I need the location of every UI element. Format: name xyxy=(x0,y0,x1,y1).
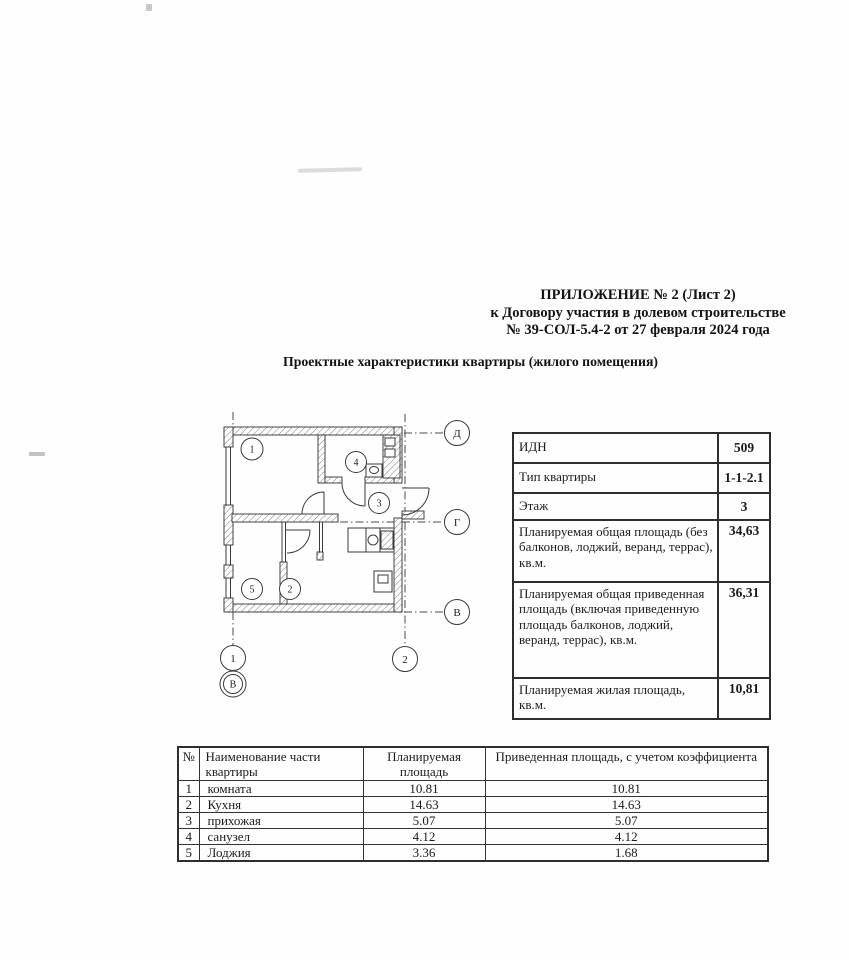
cell-name: Лоджия xyxy=(199,845,363,862)
param-row xyxy=(513,678,770,719)
cell-no: 3 xyxy=(178,813,199,829)
param-value: 1-1-2.1 xyxy=(718,463,770,493)
column-header-name: Наименование части квартиры xyxy=(199,747,363,781)
stove-icon xyxy=(381,531,393,549)
param-row xyxy=(513,520,770,582)
param-label: Этаж xyxy=(513,493,718,520)
cell-no: 2 xyxy=(178,797,199,813)
contract-number-line: № 39-СОЛ-5.4-2 от 27 февраля 2024 года xyxy=(506,322,770,339)
axis-labels xyxy=(230,428,462,691)
param-value: 10,81 xyxy=(718,678,770,719)
appliance-icon xyxy=(374,571,392,592)
cell-name: прихожая xyxy=(199,813,363,829)
param-label: Планируемая жилая площадь, кв.м. xyxy=(513,678,718,719)
floor-plan-drawing xyxy=(212,410,478,702)
room-areas-table xyxy=(177,746,769,862)
document-header xyxy=(462,287,814,340)
param-row xyxy=(513,582,770,678)
cell-reduced-area: 10.81 xyxy=(485,781,768,797)
contract-line: к Договору участия в долевом строительстве xyxy=(490,304,786,321)
scan-artifact-smudge xyxy=(298,167,362,173)
cell-reduced-area: 1.68 xyxy=(485,845,768,862)
cell-planned-area: 4.12 xyxy=(363,829,485,845)
cell-no: 5 xyxy=(178,845,199,862)
axis-label-v: В xyxy=(453,607,461,619)
room-number-5: 5 xyxy=(249,584,255,596)
apartment-params-table xyxy=(512,432,771,720)
cell-name: санузел xyxy=(199,829,363,845)
cell-planned-area: 14.63 xyxy=(363,797,485,813)
column-header-reduced: Приведенная площадь, с учетом коэффициента xyxy=(485,747,768,781)
table-row xyxy=(178,845,768,862)
axis-label-v-secondary: В xyxy=(229,679,237,691)
param-value: 34,63 xyxy=(718,520,770,582)
axis-markers xyxy=(220,421,470,698)
scan-artifact-top xyxy=(146,4,152,11)
section-title: Проектные характеристики квартиры (жилого помещения) xyxy=(283,354,659,369)
param-row xyxy=(513,463,770,493)
table-row xyxy=(178,829,768,845)
room-number-2: 2 xyxy=(287,584,293,596)
cell-planned-area: 3.36 xyxy=(363,845,485,862)
cell-reduced-area: 4.12 xyxy=(485,829,768,845)
axis-label-2: 2 xyxy=(402,654,408,666)
cell-planned-area: 10.81 xyxy=(363,781,485,797)
param-label: Планируемая общая приведенная площадь (включая приведенную площадь балконов, лоджий, веранд, террас), кв.м. xyxy=(513,582,718,678)
axis-label-1: 1 xyxy=(230,653,236,665)
param-value: 509 xyxy=(718,433,770,463)
table-row xyxy=(178,813,768,829)
appendix-title: ПРИЛОЖЕНИЕ № 2 (Лист 2) xyxy=(540,287,736,303)
vent-shaft-box xyxy=(385,449,395,457)
cell-name: комната xyxy=(199,781,363,797)
cell-reduced-area: 5.07 xyxy=(485,813,768,829)
param-row xyxy=(513,433,770,463)
axis-label-d: Д xyxy=(453,428,461,440)
cell-no: 1 xyxy=(178,781,199,797)
column-header-planned: Планируемая площадь xyxy=(363,747,485,781)
vent-shaft-box xyxy=(385,438,395,446)
table-row xyxy=(178,781,768,797)
washbasin-icon xyxy=(366,464,382,477)
param-value: 3 xyxy=(718,493,770,520)
cell-planned-area: 5.07 xyxy=(363,813,485,829)
param-label: Планируемая общая площадь (без балконов, лоджий, веранд, террас), кв.м. xyxy=(513,520,718,582)
cell-reduced-area: 14.63 xyxy=(485,797,768,813)
column-header-no: № xyxy=(178,747,199,781)
param-row xyxy=(513,493,770,520)
table-row xyxy=(178,797,768,813)
cell-name: Кухня xyxy=(199,797,363,813)
param-label: ИДН xyxy=(513,433,718,463)
table-header-row xyxy=(178,747,768,781)
param-label: Тип квартиры xyxy=(513,463,718,493)
param-value: 36,31 xyxy=(718,582,770,678)
scan-artifact-dash xyxy=(29,452,45,456)
room-number-4: 4 xyxy=(353,457,359,469)
cell-no: 4 xyxy=(178,829,199,845)
room-number-1: 1 xyxy=(249,444,255,456)
axis-label-g: Г xyxy=(453,517,461,529)
room-number-3: 3 xyxy=(376,498,382,510)
